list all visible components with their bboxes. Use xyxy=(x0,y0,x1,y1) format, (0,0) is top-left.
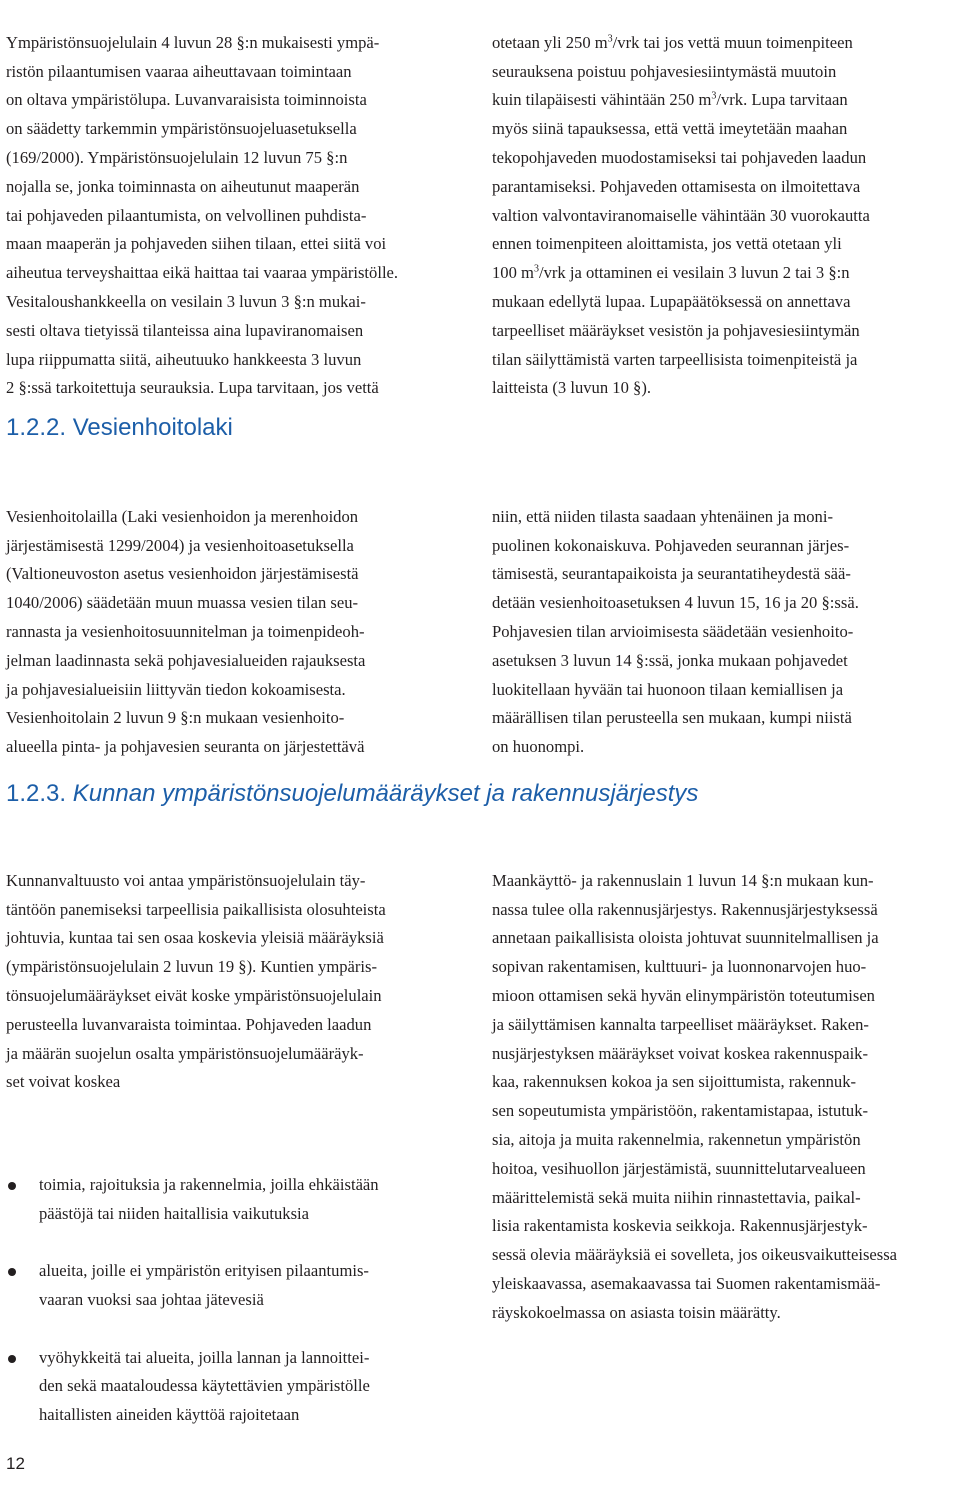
section-heading-vesienhoitolaki xyxy=(6,412,233,444)
section2-right-column xyxy=(492,474,958,791)
bullet-text: toimia, rajoituksia ja rakennelmia, joilla ehkäistään päästöjä tai niiden haitallisia vaikutuksia xyxy=(39,1174,379,1223)
section1-right-column xyxy=(492,0,958,432)
right-text-part: /vrk. Lupa tarvitaan myös siinä tapauksessa, että vettä imeytetään maahan tekopohjaveden muodostamiseksi tai pohjaveden laadun parantamiseksi. Pohjaveden ottamisesta on ilmoitettava valtion valvontaviranomaiselle vähintään 30 vuorokautta ennen toimenpiteen aloittamista, jos vettä otetaan yli 100 m xyxy=(492,90,870,283)
section2-right-text: niin, että niiden tilasta saadaan yhtenäinen ja moni- puolinen kokonaiskuva. Pohjaveden seurannan järjes- tämisestä, seurantapaikoista ja seurantatiheydestä sää- detään vesienhoitoasetuksen 4 luvun 15, 16 ja 20 §:ssä. Pohjavesien tilan arvioimisesta säädetään vesienhoito- asetuksen 3 luvun 14 §:ssä, jonka mukaan pohjavedet luokitellaan hyvään tai huonoon tilaan kemiallisen ja määrällisen tilan perusteella sen mukaan, kumpi niistä on huonompi. xyxy=(492,506,859,757)
bullet-icon xyxy=(8,1268,16,1276)
section2-left-text: Vesienhoitolailla (Laki vesienhoidon ja merenhoidon järjestämisestä 1299/2004) ja vesienhoitoasetuksella (Valtioneuvoston asetus vesienhoidon järjestämisestä 1040/2006) säädetään muun muassa vesien tilan seu- rannasta ja vesienhoitosuunnitelman ja toimenpideoh- jelman laadinnasta sekä pohjavesialueiden rajauksesta ja pohjavesialueisiin liittyvän tiedon kokoamisesta. Vesienhoitolain 2 luvun 9 §:n mukaan vesienhoito- alueella pinta- ja pohjavesien seuranta on järjestettävä xyxy=(6,506,366,757)
right-text-part: otetaan yli 250 m xyxy=(492,32,608,52)
page-number: 12 xyxy=(6,1454,25,1473)
section-title: Vesienhoitolaki xyxy=(72,414,233,441)
section1-left-column xyxy=(6,0,472,432)
bullet-item xyxy=(6,1344,472,1430)
superscript: 3 xyxy=(607,33,613,45)
section-number: 1.2.2. xyxy=(6,414,67,441)
section3-right-text: Maankäyttö- ja rakennuslain 1 luvun 14 §:n mukaan kun- nassa tulee olla rakennusjärjestys. Rakennusjärjestyksessä annetaan paikallisista oloista johtuvat suunnitelmallisen ja sopivan rakentamisen, kulttuuri- ja luonnonarvojen huo- mioon ottamisen sekä hyvän elinympäristön toteutumisen ja säilyttämisen kannalta tarpeelliset määräykset. Raken- nusjärjestyksen määräykset voivat koskea rakennuspaik- kaa, rakennuksen kokoa ja sen sijoittumista, rakennuk- sen sopeutumista ympäristöön, rakentamistapaa, istutuk- sia, aitoja ja muita rakennelmia, rakennetun ympäristön hoitoa, vesihuollon järjestämistä, suunnittelutarvealueen määrittelemistä sekä muita niihin rinnastettavia, paikal- lisia rakentamista koskevia seikkoja. Rakennusjärjestyk- sessä olevia määräyksiä ei sovelleta, jos oikeusvaikutteisessa yleiskaavassa, asemakaavassa tai Suomen rakentamismää- räyskokoelmassa on asiasta toisin määrätty. xyxy=(492,870,898,1322)
bullet-icon xyxy=(8,1355,16,1363)
section1-right-text xyxy=(492,29,958,403)
bullet-list xyxy=(6,1142,472,1459)
right-text-part: /vrk tai jos vettä muun toimenpiteen seurauksena poistuu pohjavesiesiintymästä muutoin kuin tilapäisesti vähintään 250 m xyxy=(492,32,853,110)
bullet-item xyxy=(6,1257,472,1315)
right-text-part: /vrk ja ottaminen ei vesilain 3 luvun 2 tai 3 §:n mukaan edellytä lupaa. Lupapäätöksessä on annettava tarpeelliset määräykset vesistön ja pohjavesiesiintymän tilan säilyttämistä varten tarpeellisista toimenpiteistä ja laitteista (3 luvun 10 §). xyxy=(492,263,860,398)
section3-right-column xyxy=(492,838,958,1356)
bullet-item xyxy=(6,1171,472,1229)
bullet-text: vyöhykkeitä tai alueita, joilla lannan ja lannoittei- den sekä maataloudessa käytettävien ympäristölle haitallisten aineiden käyttöä rajoitetaan xyxy=(39,1347,370,1425)
section-number: 1.2.3. xyxy=(6,780,67,807)
section3-intro-text: Kunnanvaltuusto voi antaa ympäristönsuojelulain täy- täntöön panemiseksi tarpeellisia paikallisista olosuhteista johtuvia, kuntaa tai sen osaa koskevia yleisiä määräyksiä (ympäristönsuojelulain 2 luvun 19 §). Kuntien ympäris- tönsuojelumääräykset eivät koske ympäristönsuojelulain perusteella luvanvaraista toimintaa. Pohjaveden laadun ja määrän suojelun osalta ympäristönsuojelumääräyk- set voivat koskea xyxy=(6,870,386,1092)
bullet-icon xyxy=(8,1182,16,1190)
section3-left-column xyxy=(6,838,472,1488)
section-heading-kunnan-maaraykset xyxy=(6,778,698,810)
section2-left-column xyxy=(6,474,472,791)
superscript: 3 xyxy=(533,263,539,275)
bullet-text: alueita, joille ei ympäristön erityisen pilaantumis- vaaran vuoksi saa johtaa jätevesiä xyxy=(39,1261,369,1309)
section1-left-text: Ympäristönsuojelulain 4 luvun 28 §:n mukaisesti ympä- ristön pilaantumisen vaaraa aiheuttavaan toimintaan on oltava ympäristölupa. Luvanvaraisista toiminnoista on säädetty tarkemmin ympäristönsuojeluasetuksella (169/2000). Ympäristönsuojelulain 12 luvun 75 §:n nojalla se, jonka toiminnasta on aiheutunut maaperän tai pohjaveden pilaantumista, on velvollinen puhdista- maan maaperän ja pohjaveden siihen tilaan, ettei siitä voi aiheutua terveyshaittaa eikä haittaa tai vaaraa ympäristölle. Vesitaloushankkeella on vesilain 3 luvun 3 §:n mukai- sesti oltava tietyissä tilanteissa aina lupaviranomaisen lupa riippumatta siitä, aiheutuuko hankkeesta 3 luvun 2 §:ssä tarkoitettuja seurauksia. Lupa tarvitaan, jos vettä xyxy=(6,32,399,398)
superscript: 3 xyxy=(711,90,717,102)
section-title: Kunnan ympäristönsuojelumääräykset ja rakennusjärjestys xyxy=(72,780,699,807)
